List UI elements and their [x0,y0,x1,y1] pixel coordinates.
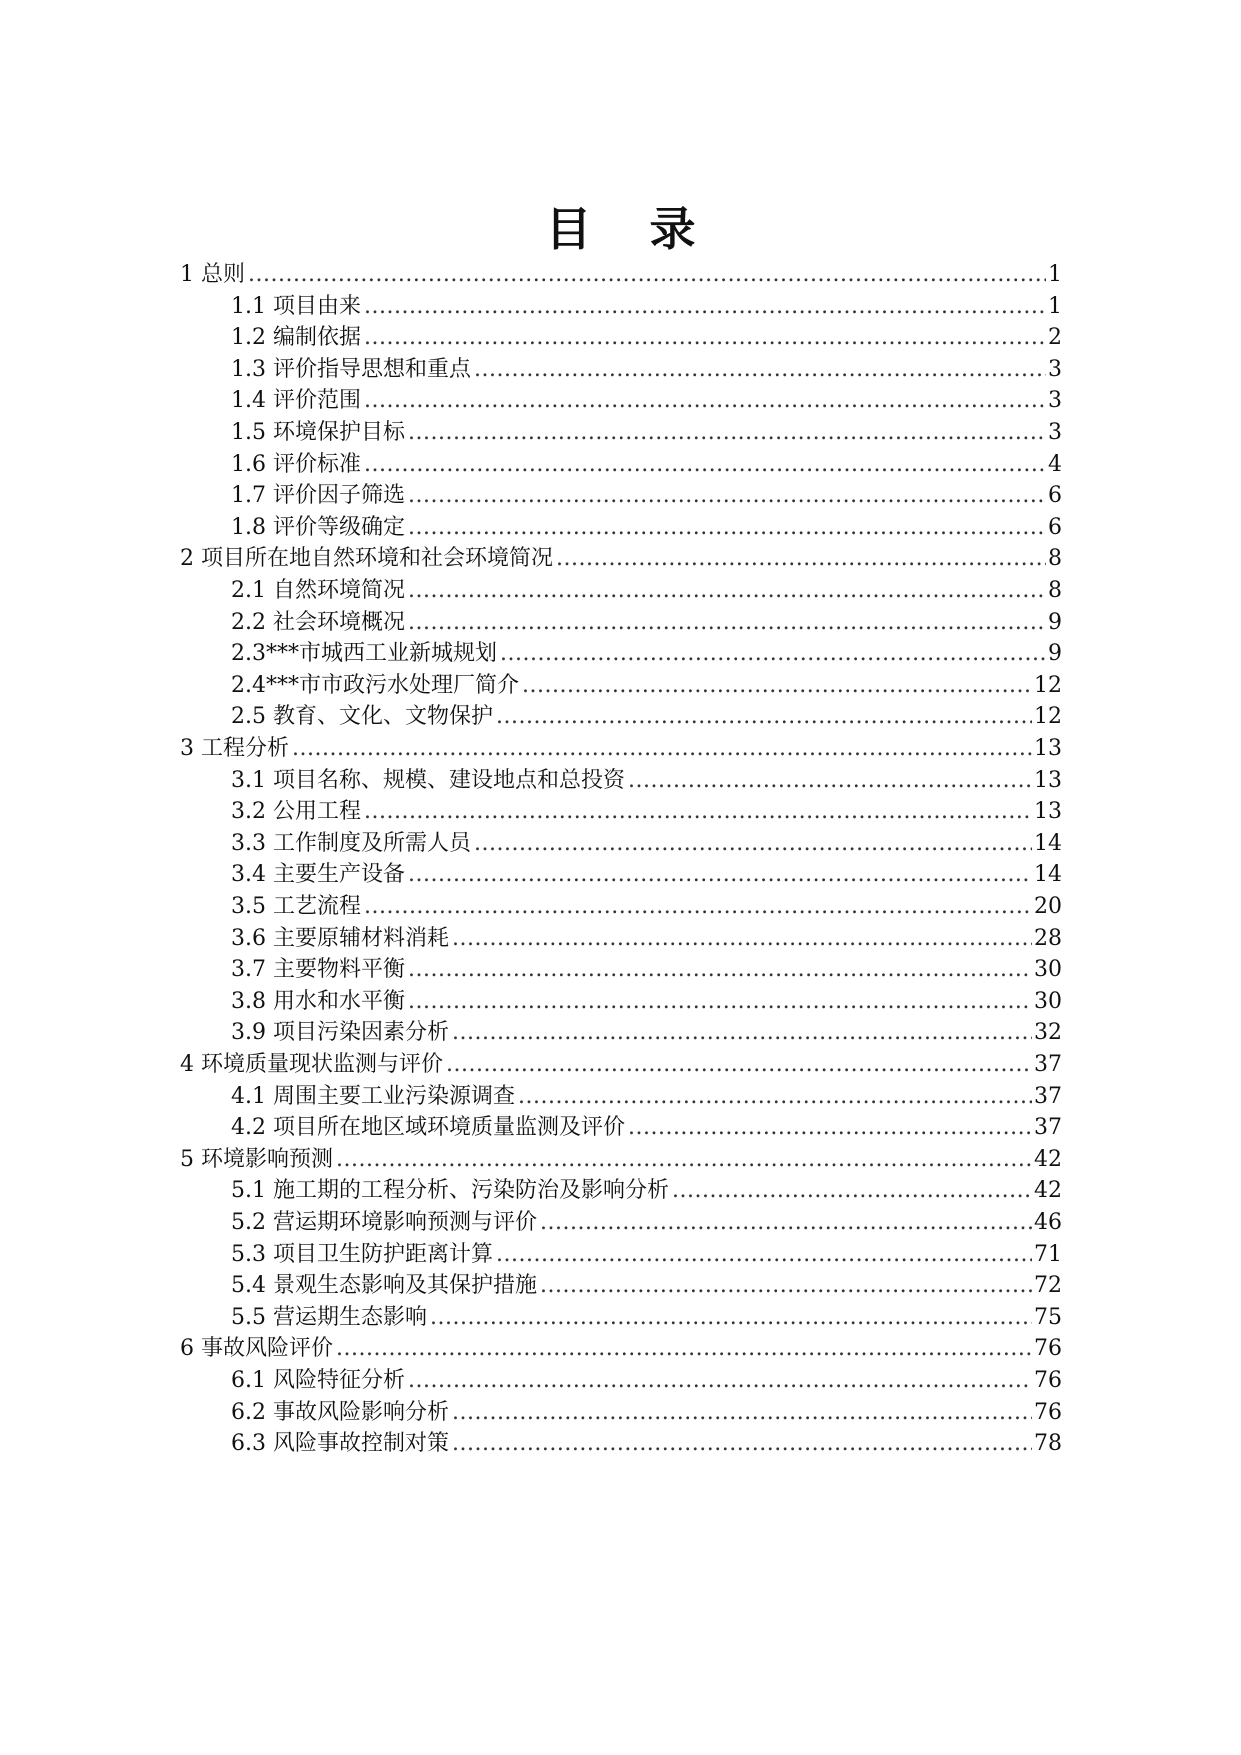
toc-dot-leader [408,510,1046,546]
toc-section-entry[interactable] [231,794,1062,830]
toc-section-entry[interactable] [231,1237,1062,1273]
toc-dot-leader [408,1363,1032,1399]
toc-section-entry[interactable] [231,1300,1062,1336]
toc-entry-label: 5.5 营运期生态影响 [231,1304,427,1330]
toc-section-entry[interactable] [231,699,1062,735]
toc-page-number: 28 [1034,925,1062,951]
toc-dot-leader [672,1173,1032,1209]
page-title [0,199,1241,259]
toc-dot-leader [452,1426,1032,1462]
toc-entry-label: 3.6 主要原辅材料消耗 [231,925,449,951]
toc-entry-label: 3.1 项目名称、规模、建设地点和总投资 [231,767,625,793]
toc-page-number: 8 [1048,578,1062,603]
toc-dot-leader [628,1110,1032,1146]
toc-dot-leader [292,731,1032,767]
toc-page-number: 12 [1034,672,1062,698]
page-title-char: 录 [649,201,696,256]
toc-dot-leader [364,794,1032,830]
toc-chapter-entry[interactable] [180,1142,1062,1178]
toc-entry-label: 6.2 事故风险影响分析 [231,1399,449,1425]
toc-page-number: 42 [1034,1178,1062,1204]
toc-page-number: 76 [1034,1399,1062,1425]
toc-section-entry[interactable] [231,383,1062,419]
page-title-char: 目 [545,201,592,256]
toc-page-number: 76 [1034,1336,1062,1362]
toc-entry-label: 1.2 编制依据 [231,325,361,351]
toc-section-entry[interactable] [231,1110,1062,1146]
toc-entry-label: 2.2 社会环境概况 [231,609,405,635]
toc-chapter-entry[interactable] [180,257,1062,293]
toc-section-entry[interactable] [231,984,1062,1020]
toc-section-entry[interactable] [231,573,1062,609]
toc-entry-label: 1.4 评价范围 [231,388,361,414]
toc-page-number: 6 [1048,483,1062,509]
toc-entry-label: 3.2 公用工程 [231,799,361,825]
toc-entry-label: 2.5 教育、文化、文物保护 [231,704,493,730]
toc-dot-leader [452,921,1032,957]
toc-entry-label: 4.1 周围主要工业污染源调查 [231,1083,515,1109]
toc-section-entry[interactable] [231,1205,1062,1241]
toc-dot-leader [474,352,1046,388]
toc-entry-label: 3.9 项目污染因素分析 [231,1020,449,1046]
toc-section-entry[interactable] [231,826,1062,862]
toc-page-number: 71 [1034,1241,1062,1267]
toc-entry-label: 3.4 主要生产设备 [231,862,405,888]
toc-page-number: 2 [1048,325,1062,351]
toc-dot-leader [452,1015,1032,1051]
toc-section-entry[interactable] [231,320,1062,356]
toc-page-number: 72 [1034,1273,1062,1299]
toc-page-number: 13 [1034,736,1062,761]
toc-page-number: 20 [1034,894,1062,919]
toc-dot-leader [408,573,1046,609]
toc-entry-label: 5.4 景观生态影响及其保护措施 [231,1273,537,1299]
toc-entry-label: 2.1 自然环境简况 [231,578,405,603]
toc-section-entry[interactable] [231,415,1062,451]
toc-entry-label: 1.1 项目由来 [231,293,361,319]
toc-section-entry[interactable] [231,889,1062,925]
toc-section-entry[interactable] [231,352,1062,388]
toc-entry-label: 2.3***市城西工业新城规划 [231,641,497,667]
toc-entry-label: 3.3 工作制度及所需人员 [231,830,471,856]
toc-entry-label: 5 环境影响预测 [180,1146,333,1172]
toc-entry-label: 1.5 环境保护目标 [231,420,405,445]
toc-entry-label: 5.2 营运期环境影响预测与评价 [231,1210,537,1235]
toc-section-entry[interactable] [231,636,1062,672]
toc-entry-label: 6.1 风险特征分析 [231,1368,405,1393]
toc-dot-leader [556,541,1046,577]
toc-page-number: 37 [1034,1083,1062,1109]
toc-entry-label: 3.7 主要物料平衡 [231,957,405,983]
toc-page-number: 32 [1034,1020,1062,1046]
toc-page-number: 42 [1034,1146,1062,1172]
toc-dot-leader [248,257,1046,293]
toc-entry-label: 1.6 评价标准 [231,451,361,477]
toc-page-number: 37 [1034,1052,1062,1077]
toc-section-entry[interactable] [231,1079,1062,1115]
toc-dot-leader [364,447,1046,483]
toc-entry-label: 2 项目所在地自然环境和社会环境简况 [180,546,553,572]
toc-section-entry[interactable] [231,1015,1062,1051]
toc-entry-label: 1.7 评价因子筛选 [231,483,405,509]
toc-dot-leader [518,1079,1032,1115]
toc-dot-leader [408,478,1046,514]
toc-page-number: 14 [1034,830,1062,856]
toc-dot-leader [500,636,1046,672]
toc-dot-leader [408,952,1032,988]
toc-chapter-entry[interactable] [180,541,1062,577]
toc-page-number: 9 [1048,609,1062,635]
toc-page-number: 3 [1048,356,1062,382]
toc-section-entry[interactable] [231,289,1062,325]
toc-section-entry[interactable] [231,952,1062,988]
toc-chapter-entry[interactable] [180,731,1062,767]
toc-dot-leader [336,1331,1032,1367]
toc-page-number: 13 [1034,767,1062,793]
toc-entry-label: 5.3 项目卫生防护距离计算 [231,1241,493,1267]
toc-entry-label: 3.5 工艺流程 [231,894,361,919]
toc-dot-leader [364,320,1046,356]
toc-page-number: 6 [1048,514,1062,540]
toc-page-number: 37 [1034,1115,1062,1141]
toc-dot-leader [408,415,1046,451]
toc-dot-leader [408,605,1046,641]
toc-entry-label: 6 事故风险评价 [180,1336,333,1362]
toc-dot-leader [408,984,1032,1020]
toc-page-number: 8 [1048,546,1062,572]
toc-page-number: 3 [1048,388,1062,414]
toc-section-entry[interactable] [231,1268,1062,1304]
toc-dot-leader [430,1300,1032,1336]
toc-section-entry[interactable] [231,921,1062,957]
toc-section-entry[interactable] [231,763,1062,799]
toc-section-entry[interactable] [231,1173,1062,1209]
toc-section-entry[interactable] [231,605,1062,641]
toc-section-entry[interactable] [231,857,1062,893]
toc-dot-leader [522,668,1032,704]
toc-section-entry[interactable] [231,1395,1062,1431]
toc-dot-leader [446,1047,1032,1083]
toc-dot-leader [540,1205,1032,1241]
toc-dot-leader [452,1395,1032,1431]
toc-entry-label: 5.1 施工期的工程分析、污染防治及影响分析 [231,1178,669,1204]
toc-entry-label: 1 总则 [180,262,245,287]
toc-page-number: 75 [1034,1304,1062,1330]
toc-dot-leader [336,1142,1032,1178]
toc-page-number: 14 [1034,862,1062,888]
toc-section-entry[interactable] [231,668,1062,704]
toc-chapter-entry[interactable] [180,1047,1062,1083]
toc-page-number: 78 [1034,1431,1062,1457]
toc-section-entry[interactable] [231,510,1062,546]
toc-page-number: 46 [1034,1210,1062,1235]
toc-page-number: 76 [1034,1368,1062,1393]
toc-section-entry[interactable] [231,478,1062,514]
toc-page-number: 13 [1034,799,1062,825]
toc-page-number: 3 [1048,420,1062,445]
toc-page-number: 12 [1034,704,1062,730]
toc-entry-label: 6.3 风险事故控制对策 [231,1431,449,1457]
toc-dot-leader [628,763,1032,799]
toc-section-entry[interactable] [231,447,1062,483]
toc-dot-leader [364,889,1032,925]
toc-section-entry[interactable] [231,1426,1062,1462]
toc-section-entry[interactable] [231,1363,1062,1399]
toc-entry-label: 2.4***市市政污水处理厂简介 [231,672,519,698]
toc-page-number: 30 [1034,957,1062,983]
toc-dot-leader [540,1268,1032,1304]
toc-entry-label: 3.8 用水和水平衡 [231,988,405,1014]
toc-dot-leader [474,826,1032,862]
toc-page-number: 1 [1048,262,1062,287]
toc-chapter-entry[interactable] [180,1331,1062,1367]
toc-entry-label: 4 环境质量现状监测与评价 [180,1052,443,1077]
toc-page-number: 1 [1048,293,1062,319]
toc-entry-label: 4.2 项目所在地区域环境质量监测及评价 [231,1115,625,1141]
toc-entry-label: 3 工程分析 [180,736,289,761]
toc-dot-leader [496,1237,1032,1273]
toc-dot-leader [364,383,1046,419]
toc-dot-leader [364,289,1046,325]
toc-dot-leader [408,857,1032,893]
toc-entry-label: 1.3 评价指导思想和重点 [231,356,471,382]
toc-page-number: 30 [1034,988,1062,1014]
toc-dot-leader [496,699,1032,735]
toc-page-number: 9 [1048,641,1062,667]
toc-page-number: 4 [1048,451,1062,477]
toc-entry-label: 1.8 评价等级确定 [231,514,405,540]
